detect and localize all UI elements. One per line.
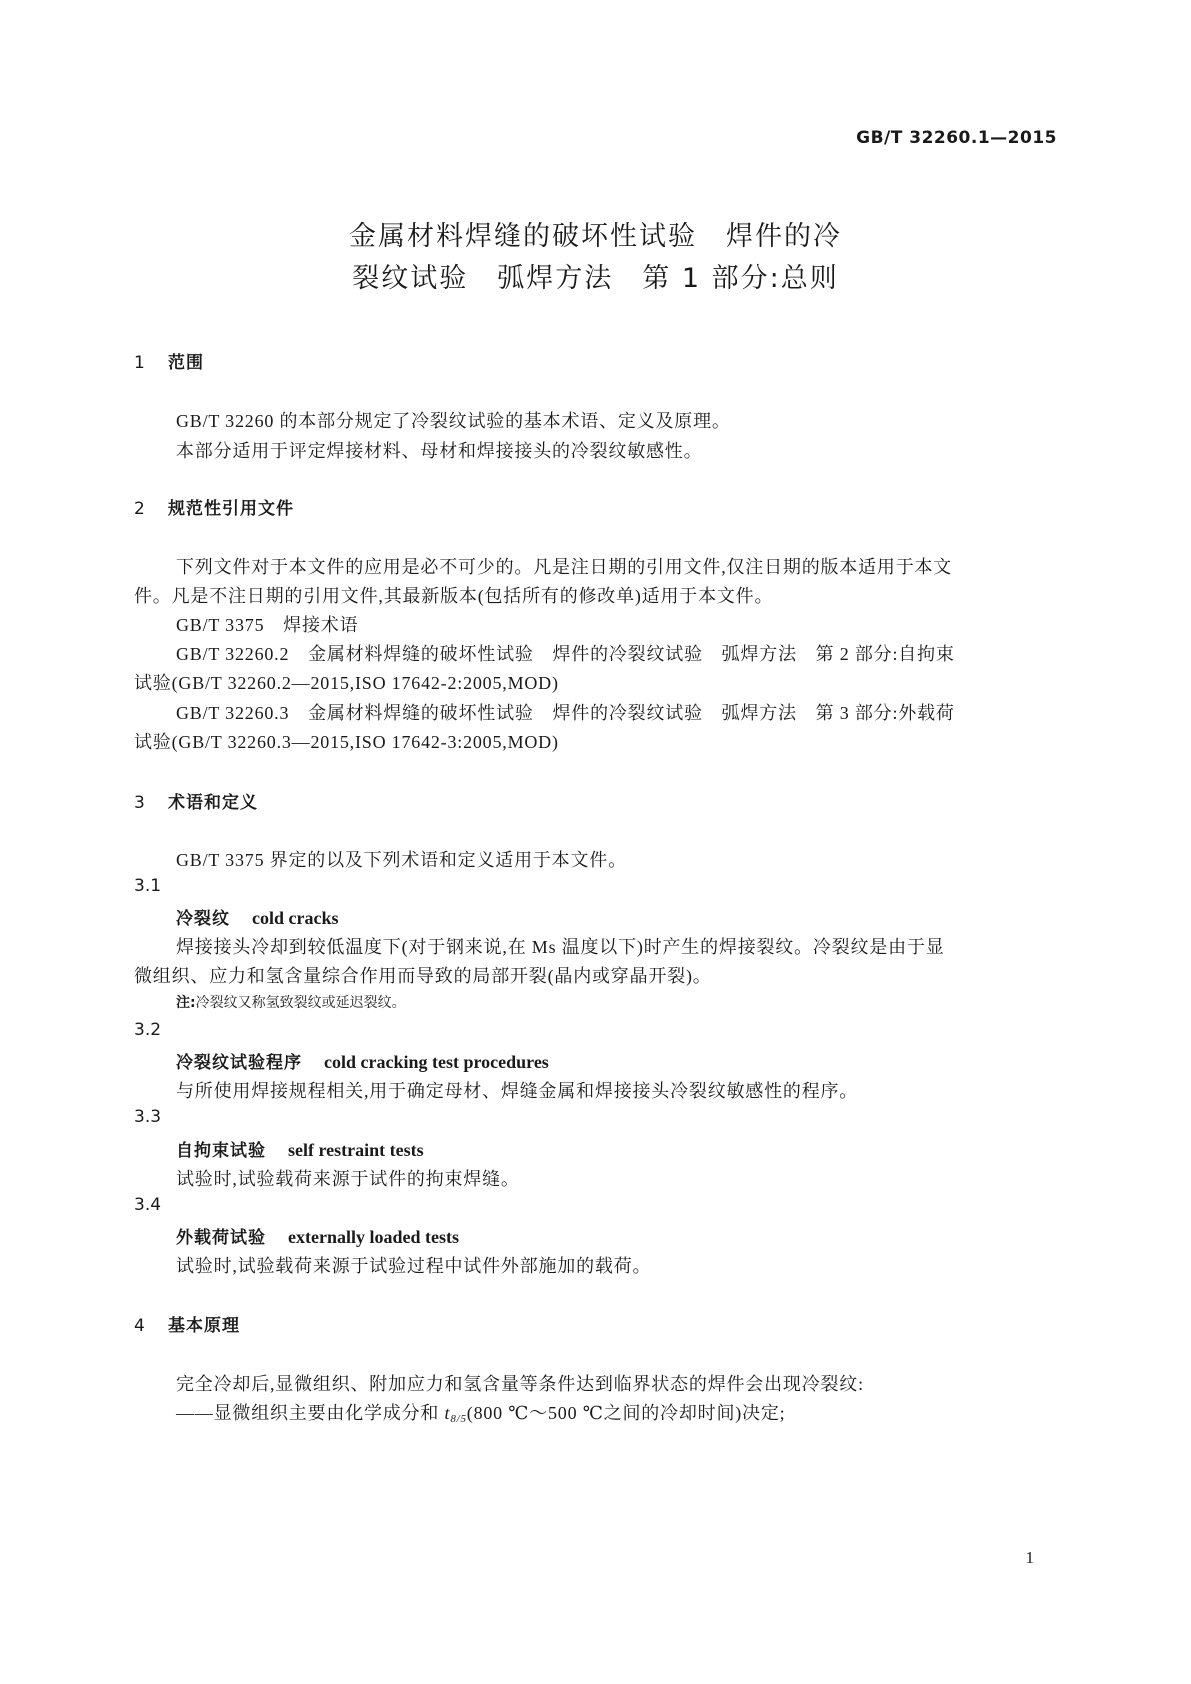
reference-gbt-32260-3-line-2: 试验(GB/T 32260.3—2015,ISO 17642-3:2005,MOD) xyxy=(134,732,559,752)
reference-gbt-32260-3-line-1: GB/T 32260.3 金属材料焊缝的破坏性试验 焊件的冷裂纹试验 弧焊方法 第 3 部分:外载荷 xyxy=(176,703,955,723)
section-number: 1 xyxy=(134,353,146,373)
reference-gbt-3375: GB/T 3375 焊接术语 xyxy=(176,615,359,635)
page-number: 1 xyxy=(1025,1548,1034,1567)
variable-t: t xyxy=(444,1403,451,1423)
term-definition-line-1: 与所使用焊接规程相关,用于确定母材、焊缝金属和焊接接头冷裂纹敏感性的程序。 xyxy=(176,1081,859,1101)
term-title xyxy=(176,1223,459,1248)
list-item-suffix: (800 ℃～500 ℃之间的冷却时间)决定; xyxy=(466,1403,786,1423)
term-english: cold cracking test procedures xyxy=(324,1052,549,1072)
section-1-paragraph-2: 本部分适用于评定焊接材料、母材和焊接接头的冷裂纹敏感性。 xyxy=(176,441,703,461)
term-note xyxy=(176,992,406,1012)
standard-number: GB/T 32260.1—2015 xyxy=(856,128,1057,148)
term-chinese: 外载荷试验 xyxy=(176,1228,266,1248)
variable-subscript: 8/5 xyxy=(450,1413,467,1425)
clause-number: 3.1 xyxy=(134,876,162,896)
section-2-intro-line-2: 件。凡是不注日期的引用文件,其最新版本(包括所有的修改单)适用于本文件。 xyxy=(134,586,774,606)
list-item-prefix: ——显微组织主要由化学成分和 xyxy=(176,1403,445,1423)
term-english: externally loaded tests xyxy=(288,1227,459,1247)
note-text: 冷裂纹又称氢致裂纹或延迟裂纹。 xyxy=(195,996,406,1011)
section-4-list-item xyxy=(176,1399,785,1425)
term-definition-line-2: 微组织、应力和氢含量综合作用而导致的局部开裂(晶内或穿晶开裂)。 xyxy=(134,966,712,986)
term-chinese: 冷裂纹 xyxy=(176,909,230,929)
term-english: self restraint tests xyxy=(288,1140,424,1160)
clause-number: 3.3 xyxy=(134,1107,162,1127)
term-title xyxy=(176,1048,549,1073)
section-number: 3 xyxy=(134,793,146,813)
term-definition-line-1: 试验时,试验载荷来源于试件的拘束焊缝。 xyxy=(176,1169,520,1189)
term-english: cold cracks xyxy=(252,908,339,928)
clause-number: 3.4 xyxy=(134,1195,162,1215)
term-chinese: 冷裂纹试验程序 xyxy=(176,1053,302,1073)
section-2-heading xyxy=(134,494,294,519)
section-1-heading xyxy=(134,348,204,373)
title-line-2: 裂纹试验 弧焊方法 第 1 部分:总则 xyxy=(352,263,839,294)
section-title: 范围 xyxy=(168,353,204,373)
section-3-intro: GB/T 3375 界定的以及下列术语和定义适用于本文件。 xyxy=(176,850,627,870)
term-definition-line-1: 焊接接头冷却到较低温度下(对于钢来说,在 Ms 温度以下)时产生的焊接裂纹。冷裂纹是由于显 xyxy=(176,937,945,957)
section-title: 规范性引用文件 xyxy=(168,499,294,519)
term-title xyxy=(176,1136,424,1161)
section-title: 基本原理 xyxy=(168,1316,240,1336)
note-label: 注: xyxy=(176,995,196,1011)
section-title: 术语和定义 xyxy=(168,793,258,813)
section-4-heading xyxy=(134,1311,240,1336)
term-chinese: 自拘束试验 xyxy=(176,1141,266,1161)
reference-gbt-32260-2-line-2: 试验(GB/T 32260.2—2015,ISO 17642-2:2005,MOD) xyxy=(134,673,559,693)
term-definition-line-1: 试验时,试验载荷来源于试验过程中试件外部施加的载荷。 xyxy=(176,1256,652,1276)
section-number: 2 xyxy=(134,499,146,519)
clause-number: 3.2 xyxy=(134,1020,162,1040)
reference-gbt-32260-2-line-1: GB/T 32260.2 金属材料焊缝的破坏性试验 焊件的冷裂纹试验 弧焊方法 第 2 部分:自拘束 xyxy=(176,644,955,664)
section-2-intro-line-1: 下列文件对于本文件的应用是必不可少的。凡是注日期的引用文件,仅注日期的版本适用于本文 xyxy=(176,557,953,577)
section-3-heading xyxy=(134,788,258,813)
section-1-paragraph-1: GB/T 32260 的本部分规定了冷裂纹试验的基本术语、定义及原理。 xyxy=(176,411,731,431)
section-number: 4 xyxy=(134,1316,146,1336)
section-4-paragraph-1: 完全冷却后,显微组织、附加应力和氢含量等条件达到临界状态的焊件会出现冷裂纹: xyxy=(176,1374,864,1394)
title-line-1: 金属材料焊缝的破坏性试验 焊件的冷 xyxy=(349,221,842,252)
term-title xyxy=(176,904,338,929)
